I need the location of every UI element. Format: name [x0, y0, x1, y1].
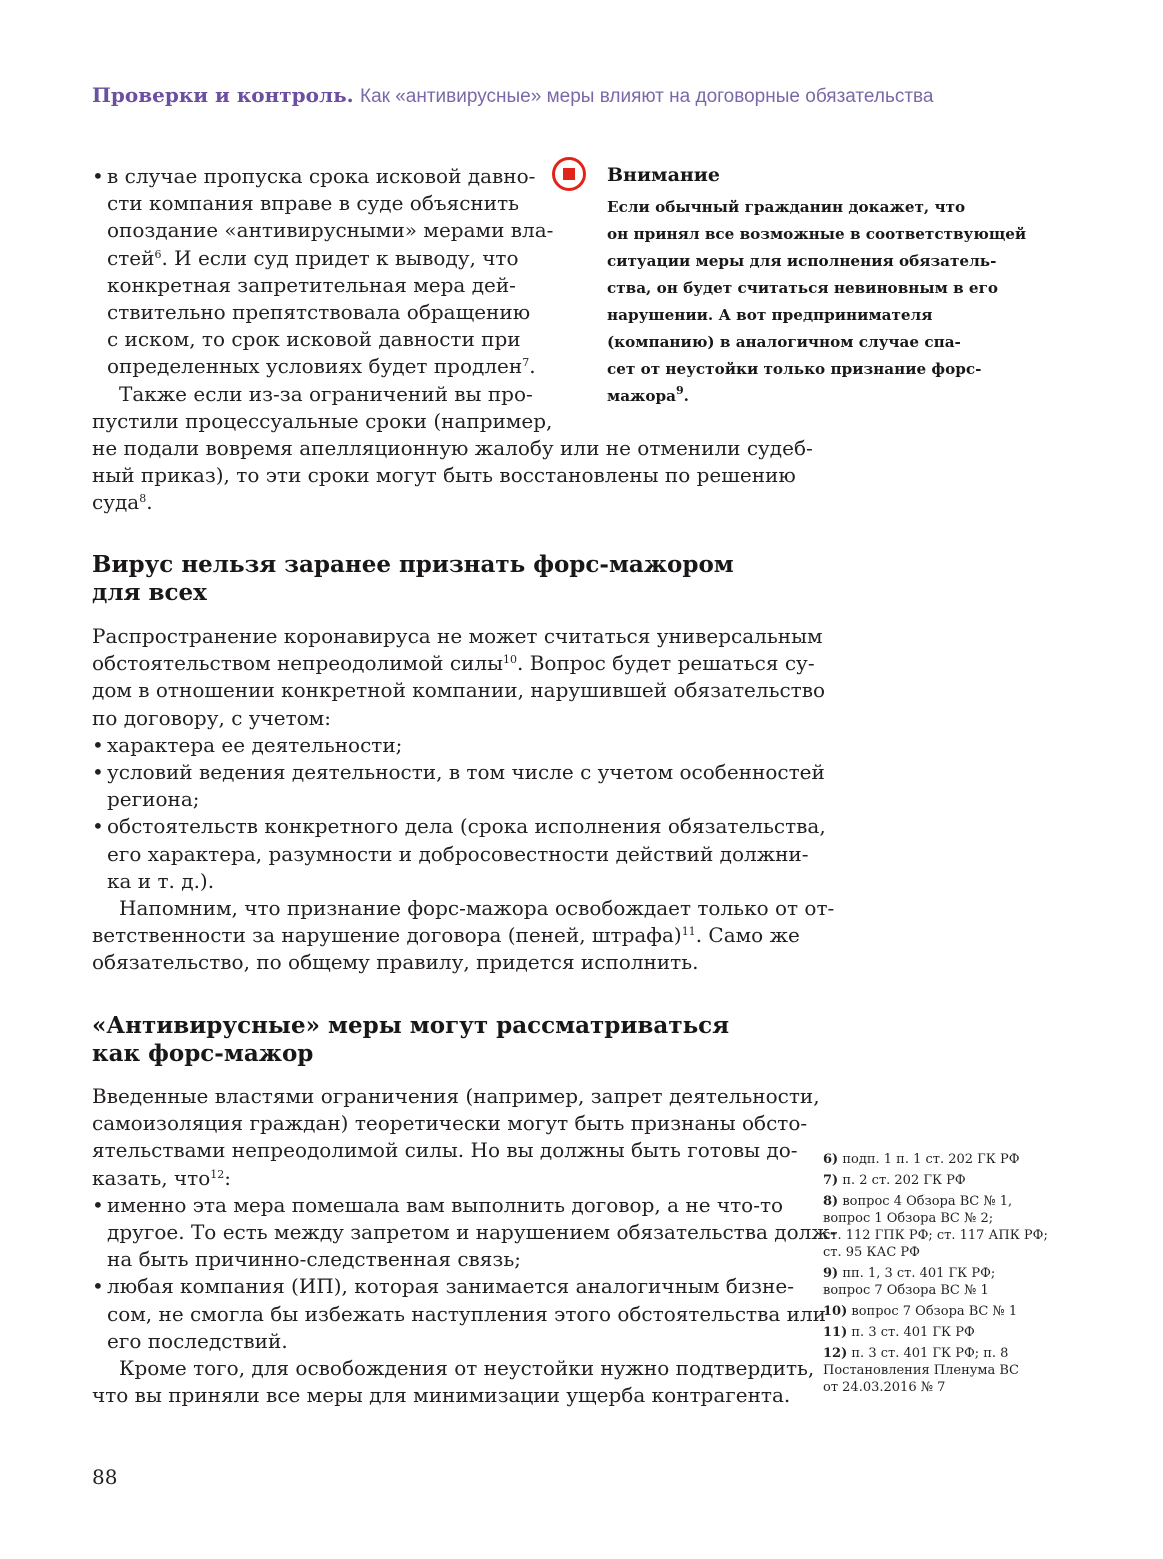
body-line: ятельствами непреодолимой силы. Но вы должны быть готовы до-	[92, 1138, 798, 1163]
intro-line: конкретная запретительная мера дей-	[107, 272, 516, 297]
attention-line: сет от неустойки только признание форс-	[607, 360, 982, 378]
footnote: 12) п. 3 ст. 401 ГК РФ; п. 8 Постановления Пленума ВС от 24.03.2016 № 7	[823, 1346, 1019, 1395]
list-item: • обстоятельств конкретного дела (срока исполнения обязательства, его характера, разумности и добросовестности действий должни- ка и т. д.).	[92, 813, 769, 895]
body-line: Введенные властями ограничения (например, запрет деятельности,	[92, 1084, 820, 1108]
footnote-ref: 12	[210, 1167, 225, 1181]
footnote: 8) вопрос 4 Обзора ВС № 1, вопрос 1 Обзора ВС № 2; ст. 112 ГПК РФ; ст. 117 АПК РФ; ст. 95 КАС РФ	[823, 1194, 1048, 1260]
header-section: Проверки и контроль.	[92, 83, 354, 107]
footnote-ref: 11	[681, 925, 696, 939]
footnote: 10) вопрос 7 Обзора ВС № 1	[823, 1304, 1018, 1319]
footnote-ref: 8	[139, 492, 147, 506]
attention-line: Если обычный гражданин докажет, что	[607, 198, 966, 216]
attention-line: нарушении. А вот предпринимателя	[607, 306, 933, 324]
attention-title: Внимание	[607, 164, 720, 186]
intro-line: • в случае пропуска срока исковой давно-	[107, 164, 536, 188]
footnote: 11) п. 3 ст. 401 ГК РФ	[823, 1325, 975, 1340]
footnote: 9) пп. 1, 3 ст. 401 ГК РФ; вопрос 7 Обзора ВС № 1	[823, 1266, 996, 1298]
intro-line: сти компания вправе в суде объяснить	[107, 191, 520, 216]
section1-body	[92, 623, 835, 977]
running-header	[92, 83, 934, 108]
stop-icon	[552, 157, 586, 191]
section-heading: Вирус нельзя заранее признать форс-мажором для всех	[92, 551, 734, 606]
attention-line: (компанию) в аналогичном случае спа-	[607, 333, 961, 351]
body-line: обязательство, по общему правилу, придется исполнить.	[92, 950, 699, 975]
intro-line: опоздание «антивирусными» мерами вла-	[107, 218, 554, 243]
footnote-ref: 9	[675, 384, 684, 397]
list-item: • условий ведения деятельности, в том числе с учетом особенностей региона;	[92, 759, 769, 813]
intro-line: стей$^6$. И если суд придет к выводу, что	[107, 245, 519, 270]
footnote-ref: 10	[503, 653, 517, 667]
body-line: Распространение коронавируса не может считаться универсальным	[92, 624, 823, 648]
attention-line: он принял все возможные в соответствующей	[607, 225, 1027, 243]
footnote-ref: 6	[154, 247, 162, 261]
body-line: Кроме того, для освобождения от неустойки нужно подтвердить,	[119, 1356, 815, 1381]
attention-text	[607, 194, 1027, 410]
intro-line: ствительно препятствовала обращению	[107, 300, 531, 325]
attention-line: ства, он будет считаться невиновным в его	[607, 279, 999, 297]
body-line: обстоятельством непреодолимой силы$^{10}$. Вопрос будет решаться су-	[92, 651, 815, 676]
body-line: дом в отношении конкретной компании, нарушившей обязательство	[92, 678, 826, 703]
attention-line: ситуации меры для исполнения обязатель-	[607, 252, 997, 270]
body-line: Напомним, что признание форс-мажора освобождает только от от-	[119, 896, 835, 921]
intro-para-line: суда$^8$.	[92, 490, 153, 515]
attention-line: мажора$^9$.	[607, 384, 689, 405]
footnote-ref: 7	[522, 356, 530, 370]
body-line: по договору, с учетом:	[92, 705, 331, 730]
footnote: 7) п. 2 ст. 202 ГК РФ	[823, 1173, 966, 1188]
intro-line: с иском, то срок исковой давности при	[107, 327, 521, 352]
section-heading: «Антивирусные» меры могут рассматриваться как форс-мажор	[92, 1012, 730, 1067]
footnotes	[823, 1151, 1053, 1400]
intro-para-line: ный приказ), то эти сроки могут быть восстановлены по решению	[92, 463, 796, 488]
body-line: самоизоляция граждан) теоретически могут быть признаны обсто-	[92, 1111, 808, 1136]
footnote: 6) подп. 1 п. 1 ст. 202 ГК РФ	[823, 1152, 1020, 1167]
intro-line: определенных условиях будет продлен$^7$.	[107, 354, 536, 379]
body-line: казать, что$^{12}$:	[92, 1165, 232, 1190]
intro-para-line: Также если из-за ограничений вы про-	[119, 381, 533, 406]
body-line: ветственности за нарушение договора (пеней, штрафа)$^{11}$. Само же	[92, 923, 800, 948]
intro-para-line: пустили процессуальные сроки (например,	[92, 408, 553, 433]
list-item: • характера ее деятельности;	[92, 732, 769, 759]
intro-bullet	[92, 163, 554, 381]
header-title: Как «антивирусные» меры влияют на договорные обязательства	[360, 86, 934, 107]
intro-para-line: не подали вовремя апелляционную жалобу или не отменили судеб-	[92, 436, 813, 461]
section2-body	[92, 1083, 837, 1409]
page-number: 88	[92, 1465, 118, 1489]
body-line: что вы приняли все меры для минимизации ущерба контрагента.	[92, 1383, 791, 1408]
list-item: • именно эта мера помешала вам выполнить договор, а не что-то другое. То есть между запретом и нарушением обязательства долж- на быть причинно-следственная связь;	[92, 1192, 769, 1274]
list-item: • любая компания (ИП), которая занимается аналогичным бизне- сом, не смогла бы избежать наступления этого обстоятельства или его последствий.	[92, 1273, 769, 1355]
